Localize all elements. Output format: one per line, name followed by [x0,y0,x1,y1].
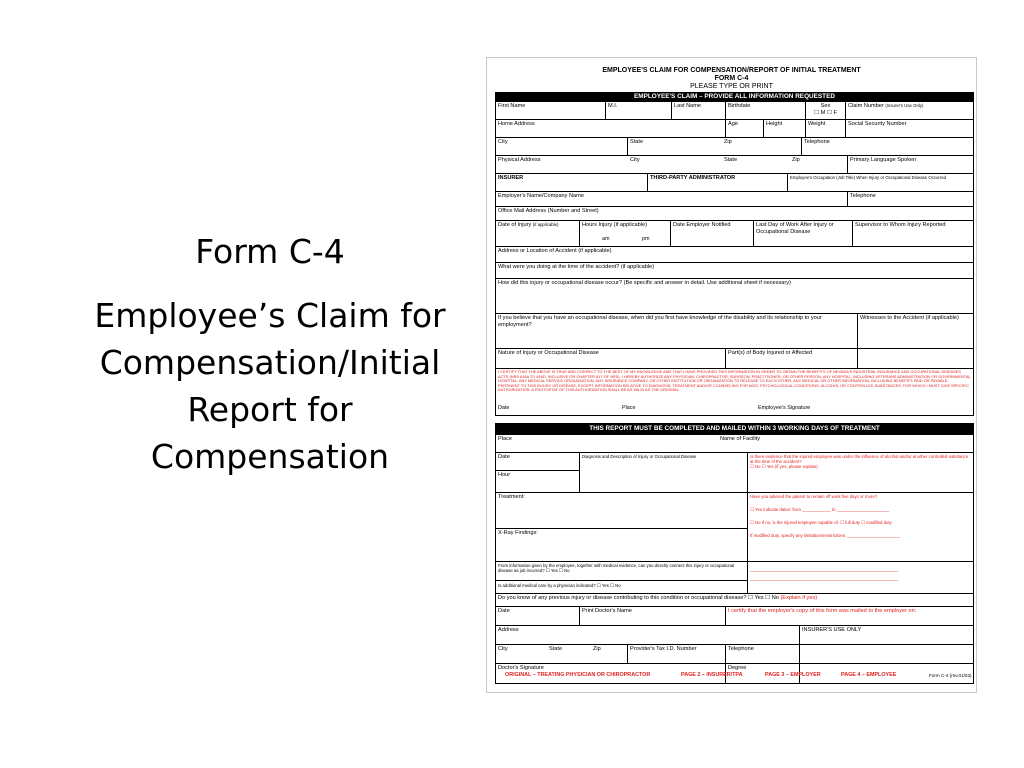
doctor-address-field: Address [496,626,800,644]
employer-field: Employer's Name/Company Name [496,192,848,206]
form-row [496,369,973,415]
additional-care-field: Is additional medical care by a physician indicated? ☐ Yes ☐ No [498,583,621,588]
sex-field [806,102,846,119]
form-row [496,493,973,562]
form-row [496,192,973,207]
date-injury-label: Date of Injury [498,222,532,228]
title-line: Report for [187,390,353,429]
age-field: Age [726,120,764,137]
blank-field [858,349,973,368]
insurer-use-blank [800,645,973,663]
form-row [496,645,973,664]
form-row [496,221,973,247]
influence-field [748,453,973,492]
sign-place-label: Place [622,405,636,411]
section2-header: THIS REPORT MUST BE COMPLETED AND MAILED WITHIN 3 WORKING DAYS OF TREATMENT [495,423,974,434]
insurer-field: INSURER [496,174,648,191]
form-label: Form C-4 [195,232,345,271]
knowledge-field: If you believe that you have an occupational disease, when did you first have knowledge of the disability and its relationship to your employment? [496,314,858,348]
date-hour-column [496,453,580,492]
form-row [496,453,973,493]
form-row [496,156,973,174]
date-notified-field: Date Employer Notified [671,221,754,246]
no-capable-option: ☐ No If no, is the injured employee capable of: ☐ full duty ☐ modified duty [750,520,892,525]
form-row [496,607,973,626]
ssn-field: Social Security Number [848,121,907,127]
form-row [496,314,973,349]
facility-field: Name of Facility [720,436,761,442]
form-row [496,349,973,369]
how-occurred-field: How did this injury or occupational disease occur? (Be specific and answer in detail. Use additional sheet if necessary) [498,280,791,286]
claim-number-note: (Insurer's Use Only) [885,103,924,108]
evidence-column [496,562,748,593]
sex-label: Sex [820,103,831,109]
form-header-title: EMPLOYEE'S CLAIM FOR COMPENSATION/REPORT OF INITIAL TREATMENT [602,67,861,74]
state-field: State [630,139,644,145]
nature-field: Nature of Injury or Occupational Disease [496,349,726,368]
certify-copy-field: I certify that the employer's copy of this form was mailed to the employer on: [728,608,917,614]
insurer-use-field: INSURER'S USE ONLY [802,627,862,633]
form-row [496,102,973,120]
title-line: Compensation/Initial [99,343,441,382]
previous-injury-question: Do you know of any previous injury or disease contributing to this condition or occupational disease? ☐ Yes ☐ No [498,595,779,601]
form-instruction: PLEASE TYPE OR PRINT [690,83,773,90]
work-status-field [748,493,973,561]
form-row [496,207,973,221]
am-label: am [602,236,610,242]
birthdate-field: Birthdate [726,102,806,119]
section1-header: EMPLOYEE'S CLAIM – PROVIDE ALL INFORMATION REQUESTED [495,92,974,101]
employee-signature-label: Employee's Signature [758,405,811,411]
form-row [496,594,973,607]
height-field: Height [764,120,806,137]
limitations-line: ______________________________________________________________ [750,576,899,581]
doctor-name-field: Print Doctor's Name [580,607,726,625]
physical-city-field: City [630,157,640,163]
doctor-telephone-field: Telephone [726,645,800,663]
last-name-field: Last Name [672,102,726,119]
form-row [496,174,973,192]
treatment-column [496,493,748,561]
hours-injury-label: Hours Injury (if applicable) [582,222,647,228]
exam-date-field: Date [496,453,579,471]
title-line: Employee’s Claim for [94,296,446,335]
modified-duty-line: If modified duty, specify any limitations/restrictions: ______________________ [750,533,900,538]
mi-field: M.I. [606,102,672,119]
form-row [496,247,973,263]
employer-telephone-field: Telephone [850,193,876,199]
pm-label: pm [642,236,650,242]
form-row [496,120,973,138]
office-address-field: Office Mail Address (Number and Street) [498,208,599,214]
form-row [496,562,973,594]
witnesses-field: Witnesses to the Accident (if applicable) [860,315,959,321]
certification-text: I CERTIFY THAT THE ABOVE IS TRUE AND CORRECT TO THE BEST OF MY KNOWLEDGE AND THAT I HAVE PROVIDED THIS INFORMATION IN ORDER TO OBTAIN THE BENEFITS OF NEVADA'S INDUSTRIAL INSURANCE AND OCCUPATIONAL DISEASES ACTS (NRS 616A TO 616D, INCLUSIVE OR CHAPTER 617 OF NRS). I HEREBY AUTHORIZE ANY PHYSICIAN, CHIROPRACTOR, SURGEON, PRACTITIONER, OR OTHER PERSON, ANY HOSPITAL, INCLUDING VETERANS ADMINISTRATION OR GOVERNMENTAL HOSPITAL, ANY MEDICAL SERVICE ORGANIZATION, ANY INSURANCE COMPANY, OR OTHER INSTITUTION OR ORGANIZATION TO RELEASE TO EACH OTHER, ANY MEDICAL OR OTHER INFORMATION, INCLUDING BENEFITS PAID OR PAYABLE, PERTINENT TO THIS INJURY OR DISEASE, EXCEPT INFORMATION RELATIVE TO DIAGNOSIS, TREATMENT AND/OR COUNSELING FOR AIDS, PSYCHOLOGICAL CONDITIONS, ALCOHOL OR CONTROLLED SUBSTANCES, FOR WHICH I MUST GIVE SPECIFIC AUTHORIZATION. A PHOTOSTAT OF THIS AUTHORIZATION SHALL BE AS VALID AS THE ORIGINAL. [498,369,971,393]
first-name-field: First Name [496,102,606,119]
telephone-field: Telephone [804,139,830,145]
body-parts-field: Part(s) of Body Injured or Affected [726,349,858,368]
last-day-field: Last Day of Work After Injury or Occupational Disease [754,221,853,246]
diagnosis-field: Diagnosis and Description of Injury or Occupational Disease [580,453,748,492]
section1-grid [495,101,974,416]
physical-zip-field: Zip [790,156,848,173]
doctor-state-field: State [549,646,563,652]
claim-number-field [846,102,973,119]
zip-field: Zip [722,138,802,155]
slide-title [60,292,480,480]
influence-question: Is there evidence that the injured employee was under the influence of alcohol and/or another controlled substance at the time of the accident? [750,454,969,464]
form-row [496,279,973,314]
doctor-signature-field: Doctor's Signature [496,664,726,683]
doing-field: What were you doing at the time of the accident? (if applicable) [498,264,655,270]
exam-hour-field: Hour [498,472,511,478]
yes-dates-option: ☐ Yes Indicate dates: from ____________ to ______________________ [750,507,890,512]
certification-block [496,369,973,415]
limitations-lines [748,562,973,593]
form-row [496,435,973,453]
supervisor-field: Supervisor to Whom Injury Reported [855,222,946,228]
footer-page4: PAGE 4 – EMPLOYEE [841,672,897,678]
remain-off-question: Have you advised the patient to remain off work five days or more? [750,494,878,499]
doctor-city-field: City [498,646,508,652]
limitations-line: ______________________________________________________________ [750,567,899,572]
previous-injury-field [496,594,973,606]
city-field: City [496,138,628,155]
tpa-field: THIRD-PARTY ADMINISTRATOR [648,174,788,191]
date-injury-field [496,221,580,246]
section2-grid [495,434,974,684]
occupation-field: Employee's Occupation (Job Title) When Injury or Occupational Disease Occurred [790,175,947,180]
sex-options: ☐ M ☐ F [814,109,837,116]
date-injury-note: (if applicable) [532,222,559,227]
footer-original: ORIGINAL – TREATING PHYSICIAN OR CHIROPRACTOR [505,672,651,678]
form-row [496,263,973,279]
sign-date-label: Date [498,405,510,411]
language-field: Primary Language Spoken [850,157,917,163]
title-line: Compensation [150,437,390,476]
explain-note: (Explain if yes) [780,595,818,601]
footer-page2: PAGE 2 – INSURER/TPA [681,672,743,678]
physical-state-field: State [724,157,738,163]
hours-injury-field [580,221,671,246]
doctor-zip-field: Zip [591,645,628,663]
medical-evidence-field: From information given by the employee, together with medical evidence, can you directly connect this injury or occupational disease as job incurred? ☐ Yes ☐ No [496,562,747,581]
location-field: Address or Location of Accident (if applicable) [498,248,612,254]
claim-number-label: Claim Number [848,103,884,109]
footer-form-rev: Form C-4 (rev.01/03) [929,673,972,678]
form-document [486,57,977,693]
influence-options: ☐ No ☐ Yes (if yes, please explain) [750,464,818,469]
xray-field: X-Ray Findings: [498,530,538,536]
form-number: FORM C-4 [714,75,749,82]
degree-field: Degree [726,664,800,683]
form-row [496,626,973,645]
form-row [496,138,973,156]
physical-address-field: Physical Address [498,157,541,163]
doctor-date-field: Date [496,607,580,625]
footer-page3: PAGE 3 – EMPLOYER [765,672,821,678]
place-field: Place [498,436,512,442]
home-address-field: Home Address [496,120,726,137]
weight-field: Weight [806,120,846,137]
treatment-field: Treatment: [496,493,747,529]
tax-id-field: Provider's Tax I.D. Number [628,645,726,663]
